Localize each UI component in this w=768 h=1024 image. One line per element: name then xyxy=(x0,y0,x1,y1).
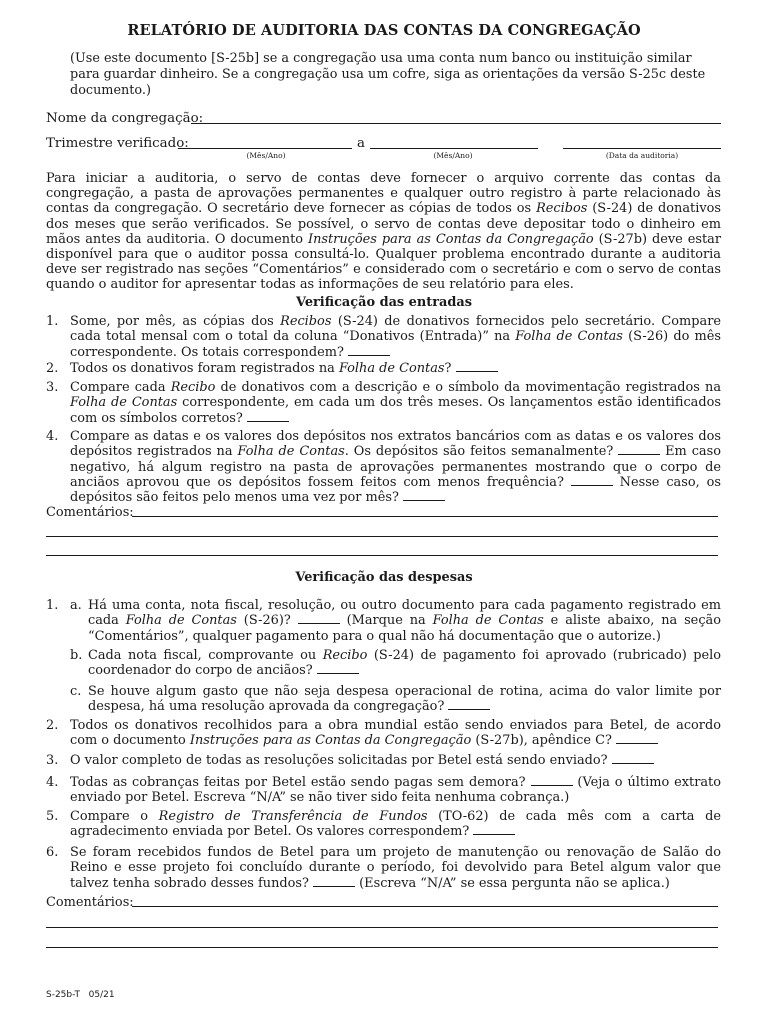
intro-note: (Use este documento [S-25b] se a congregação usa uma conta num banco ou instituição similar para guardar dinheiro. Se a congregação usa um cofre, siga as orientações da versão S-25c deste documento.) xyxy=(70,51,706,98)
item-text: Todos os donativos recolhidos para a obra mundial estão sendo enviados para Betel, de acordo com o documento xyxy=(70,718,721,749)
item-text: Se houve algum gasto que não seja despesa operacional de rotina, acima do valor limite por despesa, há uma resolução aprovada da congregação? xyxy=(88,684,721,715)
expense-comments-label: Comentários: xyxy=(46,895,134,910)
opening-paragraph xyxy=(46,171,721,293)
item-text: Todos os donativos foram registrados na xyxy=(70,361,339,376)
income-section-heading: Verificação das entradas xyxy=(296,295,472,310)
item-text: correspondente, em cada um dos três meses. Os lançamentos estão identificados com os símbolos corretos? xyxy=(70,395,721,426)
opening-italic-2: Instruções para as Contas da Congregação xyxy=(307,231,594,247)
answer-blank[interactable] xyxy=(348,346,390,356)
income-comments-line[interactable] xyxy=(132,516,718,517)
answer-blank[interactable] xyxy=(531,776,573,786)
expense-item-3 xyxy=(70,753,721,768)
expense-item-number: 4. xyxy=(46,775,59,790)
expense-comments-line[interactable] xyxy=(46,927,718,928)
congregation-name-field[interactable] xyxy=(191,123,721,124)
item-text: (S-26) do mês correspondente. Os totais correspondem? xyxy=(70,329,721,360)
answer-blank[interactable] xyxy=(298,614,340,624)
expense-item-number: 6. xyxy=(46,845,59,860)
item-text: e aliste abaixo, na seção “Comentários”, qualquer pagamento para o qual não há documentação que o autorize.) xyxy=(88,613,721,644)
income-item-2 xyxy=(70,361,721,376)
item-italic: Folha de Contas xyxy=(70,395,178,411)
item-text: de donativos com a descrição e o símbolo da movimentação registrados na xyxy=(215,380,722,395)
expense-item-number: 5. xyxy=(46,809,59,824)
item-text: . Os depósitos são feitos semanalmente? xyxy=(344,444,619,460)
income-comments-line[interactable] xyxy=(46,555,718,556)
income-item-number: 3. xyxy=(46,380,59,395)
answer-blank[interactable] xyxy=(448,700,490,710)
item-italic: Folha de Contas xyxy=(432,613,544,629)
quarter-label: Trimestre verificado: xyxy=(46,136,189,151)
item-italic: Folha de Contas xyxy=(125,613,237,629)
item-text: O valor completo de todas as resoluções solicitadas por Betel está sendo enviado? xyxy=(70,753,612,768)
item-text: (S-24) de donativos fornecidos pelo secretário. Compare cada total mensal com o total da coluna “Donativos (Entrada)” na xyxy=(70,314,721,345)
item-text: (Marque na xyxy=(339,613,433,629)
expense-subitem-letter: b. xyxy=(70,648,83,663)
form-date: 05/21 xyxy=(88,990,115,1000)
item-italic: Instruções para as Contas da Congregação xyxy=(189,733,472,749)
item-text: Todas as cobranças feitas por Betel estão sendo pagas sem demora? xyxy=(70,775,531,790)
income-item-1 xyxy=(70,314,721,360)
caption-from: (Mês/Ano) xyxy=(246,151,286,160)
expense-item-1a xyxy=(88,598,721,644)
item-text: (Veja o último extrato enviado por Betel. Escreva “N/A” se não tiver sido feita nenhuma cobrança.) xyxy=(70,775,721,806)
answer-blank[interactable] xyxy=(571,476,613,486)
answer-blank[interactable] xyxy=(247,412,289,422)
answer-blank[interactable] xyxy=(618,445,660,455)
expense-subitem-letter: c. xyxy=(70,684,82,699)
item-text: Some, por mês, as cópias dos xyxy=(70,314,281,329)
item-text: Compare o xyxy=(70,809,159,824)
item-text: (TO-62) de cada mês com a carta de agradecimento enviada por Betel. Os valores correspondem? xyxy=(70,809,722,840)
answer-blank[interactable] xyxy=(403,491,445,501)
income-item-number: 1. xyxy=(46,314,59,329)
opening-italic-1: Recibos xyxy=(536,201,588,217)
item-italic: Folha de Contas xyxy=(237,444,345,460)
expense-item-number: 2. xyxy=(46,718,59,733)
item-text: (S-24) de pagamento foi aprovado (rubricado) pelo coordenador do corpo de anciãos? xyxy=(88,648,722,679)
item-italic: Recibo xyxy=(322,648,368,663)
audit-date-field[interactable] xyxy=(563,148,721,149)
congregation-label: Nome da congregação: xyxy=(46,111,204,126)
expense-section-heading: Verificação das despesas xyxy=(295,570,473,585)
item-text: Nesse caso, os depósitos são feitos pelo menos uma vez por mês? xyxy=(70,474,721,506)
expense-item-6 xyxy=(70,845,721,891)
quarter-to-field[interactable] xyxy=(370,148,538,149)
answer-blank[interactable] xyxy=(317,664,359,674)
item-italic: Registro de Transferência de Fundos xyxy=(158,809,428,824)
form-code: S-25b-T xyxy=(46,990,81,1000)
item-italic: Folha de Contas xyxy=(338,361,445,376)
income-item-4 xyxy=(70,429,721,505)
opening-text-1: Para iniciar a auditoria, o servo de contas deve fornecer o arquivo corrente das contas da congregação, a pasta de aprovações permanentes e qualquer outro registro à parte relacionado às contas da congregação. O secretário deve fornecer as cópias de todos os xyxy=(46,171,721,217)
expense-item-1b xyxy=(88,648,721,679)
item-text: ? xyxy=(444,361,456,376)
item-italic: Recibo xyxy=(170,380,216,395)
item-text: Há uma conta, nota fiscal, resolução, ou outro documento para cada pagamento registrado em cada xyxy=(88,598,721,629)
item-italic: Recibos xyxy=(280,314,332,329)
item-text: Se foram recebidos fundos de Betel para um projeto de manutenção ou renovação de Salão do Reino e esse projeto foi concluído durante o período, foi devolvido para Betel algum valor que talvez tenha sobrado desses fundos? xyxy=(70,845,721,891)
item-text: (Escreva “N/A” se essa pergunta não se aplica.) xyxy=(355,875,670,891)
quarter-to-label: a xyxy=(357,136,365,151)
expense-subitem-letter: a. xyxy=(70,598,82,613)
answer-blank[interactable] xyxy=(456,362,498,372)
expense-comments-line[interactable] xyxy=(132,906,718,907)
expense-item-number: 1. xyxy=(46,598,59,613)
answer-blank[interactable] xyxy=(313,877,355,887)
income-item-number: 2. xyxy=(46,361,59,376)
caption-to: (Mês/Ano) xyxy=(433,151,473,160)
income-comments-line[interactable] xyxy=(46,536,718,537)
form-footer xyxy=(46,990,115,1000)
income-item-number: 4. xyxy=(46,429,59,444)
caption-audit-date: (Data da auditoria) xyxy=(605,151,679,160)
item-text: Compare cada xyxy=(70,380,171,395)
expense-item-4 xyxy=(70,775,721,806)
expense-item-1c xyxy=(88,684,721,715)
answer-blank[interactable] xyxy=(616,734,658,744)
expense-comments-line[interactable] xyxy=(46,947,718,948)
opening-text-2: (S-24) de donativos dos meses que serão verificados. Se possível, o servo de contas deve depositar todo o dinheiro em mãos antes da auditoria. O documento xyxy=(46,201,721,247)
expense-item-2 xyxy=(70,718,721,749)
income-comments-label: Comentários: xyxy=(46,505,134,520)
answer-blank[interactable] xyxy=(612,754,654,764)
answer-blank[interactable] xyxy=(473,825,515,835)
opening-text-3: (S-27b) deve estar disponível para que o auditor possa consultá-lo. Qualquer problema encontrado durante a auditoria deve ser registrado nas seções “Comentários” e considerado com o secretário e com o servo de contas quando o auditor for apresentar todas as informações de seu relatório para eles. xyxy=(46,231,721,293)
item-text: Cada nota fiscal, comprovante ou xyxy=(88,648,323,663)
page-title: RELATÓRIO DE AUDITORIA DAS CONTAS DA CONGREGAÇÃO xyxy=(127,22,641,39)
item-text: Em caso negativo, há algum registro na pasta de aprovações permanentes mostrando que o corpo de anciãos aprovou que os depósitos fossem feitos com menos frequência? xyxy=(70,444,721,490)
item-italic: Folha de Contas xyxy=(515,329,623,345)
expense-item-number: 3. xyxy=(46,753,59,768)
item-text: Compare as datas e os valores dos depósitos nos extratos bancários com as datas e os valores dos depósitos registrados na xyxy=(70,429,721,460)
item-text: (S-26)? xyxy=(236,613,298,629)
expense-item-5 xyxy=(70,809,721,840)
item-text: (S-27b), apêndice C? xyxy=(471,733,616,749)
income-item-3 xyxy=(70,380,721,426)
quarter-from-field[interactable] xyxy=(178,148,352,149)
